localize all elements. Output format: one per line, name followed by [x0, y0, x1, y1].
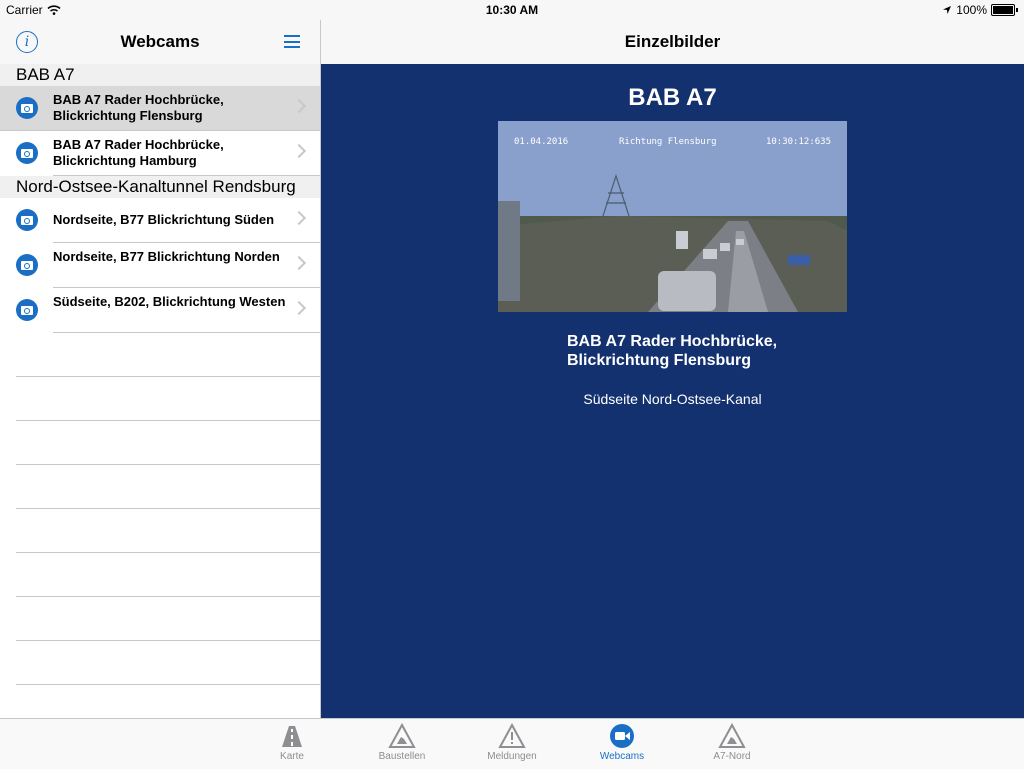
menu-icon[interactable] — [284, 35, 300, 48]
camera-icon — [16, 299, 38, 321]
tab-meldungen[interactable] — [472, 723, 552, 762]
detail-panel — [321, 64, 1024, 718]
location-arrow-icon — [942, 5, 952, 15]
empty-row — [16, 509, 320, 553]
image-direction: Richtung Flensburg — [619, 137, 717, 147]
tab-baustellen[interactable] — [362, 723, 442, 762]
tab-bar — [0, 718, 1024, 769]
empty-row — [16, 465, 320, 509]
webcam-list-panel — [0, 20, 321, 718]
section-header-kanaltunnel: Nord-Ostsee-Kanaltunnel Rendsburg — [0, 176, 320, 198]
detail-heading: BAB A7 — [628, 84, 717, 111]
empty-row — [16, 553, 320, 597]
detail-navbar — [321, 20, 1024, 65]
highway-icon — [278, 723, 306, 749]
status-time: 10:30 AM — [485, 3, 539, 17]
detail-title: Einzelbilder — [624, 32, 721, 51]
tab-label: A7-Nord — [713, 751, 751, 762]
tab-webcams[interactable] — [582, 723, 662, 762]
roadwork-icon — [388, 723, 416, 749]
battery-icon — [991, 4, 1015, 16]
camera-icon — [16, 209, 38, 231]
empty-row — [16, 421, 320, 465]
empty-row — [16, 333, 320, 377]
tab-label: Karte — [280, 751, 304, 762]
status-right — [942, 3, 1018, 17]
webcam-scene — [498, 121, 847, 312]
list-item-label: Nordseite, B77 Blickrichtung Norden — [53, 249, 280, 264]
list-item-label: Nordseite, B77 Blickrichtung Süden — [53, 212, 275, 227]
tab-label: Baustellen — [378, 751, 426, 762]
list-item[interactable] — [53, 288, 320, 333]
section-header-bab-a7: BAB A7 — [0, 64, 320, 86]
tab-a7-nord[interactable] — [692, 723, 772, 762]
video-camera-icon — [608, 723, 636, 749]
empty-row — [16, 597, 320, 641]
battery-percent: 100% — [956, 3, 987, 17]
list-item-label: BAB A7 Rader Hochbrücke, Blickrichtung Hamburg — [53, 137, 224, 168]
camera-icon — [16, 142, 38, 164]
list-item-label: BAB A7 Rader Hochbrücke, Blickrichtung Flensburg — [53, 92, 224, 123]
empty-row — [16, 641, 320, 685]
list-item[interactable] — [0, 86, 320, 131]
camera-icon — [16, 97, 38, 119]
list-item[interactable] — [53, 198, 320, 243]
tab-karte[interactable] — [252, 723, 332, 762]
chevron-right-icon — [292, 211, 306, 225]
tab-label: Meldungen — [487, 751, 537, 762]
image-time: 10:30:12:635 — [765, 137, 831, 147]
master-title: Webcams — [120, 32, 200, 51]
tab-label: Webcams — [599, 751, 645, 762]
camera-icon — [16, 254, 38, 276]
chevron-right-icon — [292, 301, 306, 315]
list-item[interactable] — [53, 243, 320, 288]
status-bar — [0, 0, 1024, 20]
master-navbar — [0, 20, 320, 64]
image-date: 01.04.2016 — [514, 137, 569, 147]
chevron-right-icon — [292, 144, 306, 158]
roadwork-icon — [718, 723, 746, 749]
list-item-label: Südseite, B202, Blickrichtung Westen — [53, 294, 286, 309]
webcam-image[interactable] — [498, 121, 847, 312]
empty-row — [16, 377, 320, 421]
carrier-label: Carrier — [6, 3, 43, 17]
info-icon[interactable]: i — [16, 31, 38, 53]
webcam-subtitle: Südseite Nord-Ostsee-Kanal — [583, 391, 762, 407]
chevron-right-icon — [292, 256, 306, 270]
list-item[interactable] — [53, 131, 320, 176]
webcam-caption: BAB A7 Rader Hochbrücke, Blickrichtung Flensburg — [567, 333, 778, 369]
warning-icon — [498, 723, 526, 749]
chevron-right-icon — [292, 99, 306, 113]
